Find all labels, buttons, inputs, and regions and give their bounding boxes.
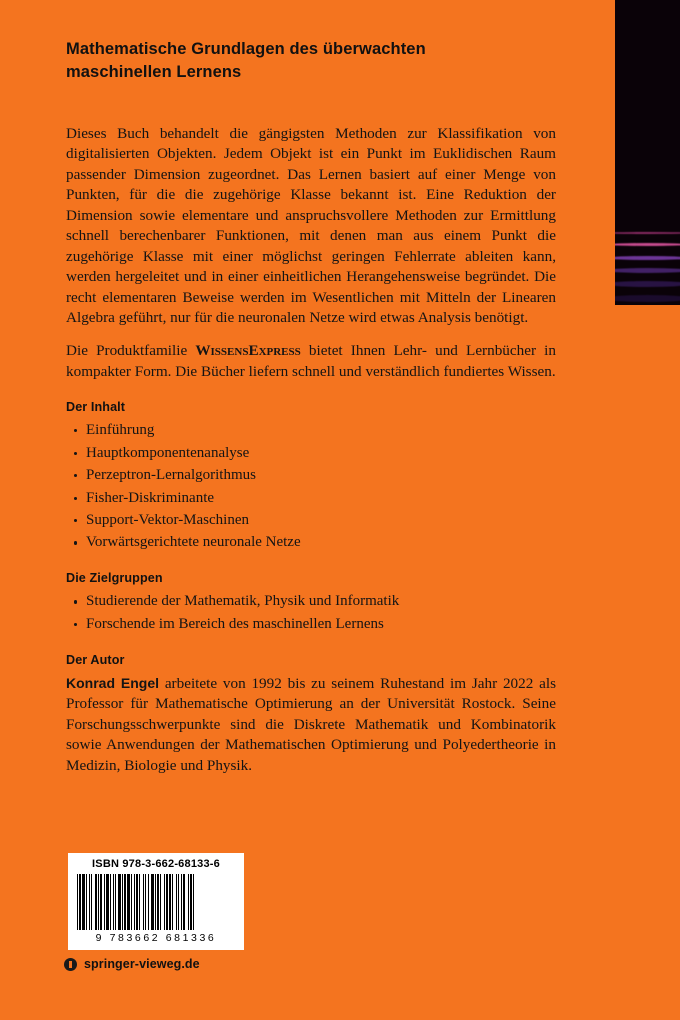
list-item: Hauptkomponentenanalyse [66,444,556,464]
series-text-after: bietet Ihnen Lehr- und Lernbücher in kompakter Form. Die Bücher liefern schnell und verständlich fundiertes Wissen. [66,342,556,380]
author-heading: Der Autor [66,652,125,667]
list-item: Einführung [66,421,556,441]
series-paragraph [66,341,556,382]
springer-logo-icon [64,958,77,971]
book-title-line-2: maschinellen Lernens [66,63,242,82]
author-section [66,653,556,776]
isbn-label: ISBN 978-3-662-68133-6 [92,858,220,870]
glow-line [615,268,680,273]
audience-section [66,571,556,634]
glow-line [615,295,680,302]
publisher-name: springer-vieweg.de [84,957,200,971]
barcode-bar [194,874,195,930]
list-item: Forschende im Bereich des maschinellen Lernens [66,615,556,635]
series-text-before: Die Produktfamilie [66,342,196,360]
glow-line [615,256,680,260]
isbn-barcode [68,853,244,950]
contents-list [66,421,556,553]
back-cover-text [66,124,556,776]
glow-line [615,281,680,287]
list-item: Perzeptron-Lernalgorithmus [66,466,556,486]
glow-line [615,243,680,246]
glow-line [615,232,680,234]
book-title [66,38,486,85]
contents-heading: Der Inhalt [66,400,126,415]
barcode-digits: 9 783662 681336 [95,932,217,944]
audience-heading: Die Zielgruppen [66,571,163,586]
list-item: Support-Vektor-Maschinen [66,511,556,531]
series-brand: WissensExpress [195,342,301,360]
book-title-line-1: Mathematische Grundlagen des überwachten [66,40,426,58]
audience-list [66,592,556,634]
publisher-logo [64,957,200,971]
list-item: Fisher-Diskriminante [66,489,556,509]
contents-section [66,400,556,553]
author-bio-text: arbeitete von 1992 bis zu seinem Ruhestand im Jahr 2022 als Professor für Mathematische Optimierung an der Universität Rostock. Seine Forschungsschwerpunkte sind die Diskrete Mathematik und Kombinatorik sowie Anwendungen der Mathematischen Optimierung und Polyedertheorie in Medizin, Biologie und Physik. [66,674,556,774]
author-bio [66,674,556,776]
description-paragraph: Dieses Buch behandelt die gängigsten Methoden zur Klassifikation von digitalisierten Objekten. Jedem Objekt ist ein Punkt im Euklidischen Raum passender Dimension zugeordnet. Das Lernen basiert auf einer Menge von Punkten, für die die zugehörige Klasse bekannt ist. Eine Reduktion der Dimension sowie elementare und anspruchsvollere Methoden zur Ermittlung schnell berechenbarer Funktionen, mit denen man aus einem Punkt die zugehörige Klasse mit einer möglichst geringen Fehlerrate ableiten kann, werden hergeleitet und in einer einheitlichen Herangehensweise begründet. Die recht elementaren Beweise werden im Wesentlichen mit Mitteln der Linearen Algebra geführt, nur für die neuronalen Netze wird etwas Analysis benötigt. [66,125,556,326]
list-item: Vorwärtsgerichtete neuronale Netze [66,533,556,553]
author-name: Konrad Engel [66,674,160,691]
decorative-art-panel [615,0,680,305]
barcode-bars [77,874,235,930]
list-item: Studierende der Mathematik, Physik und Informatik [66,592,556,612]
